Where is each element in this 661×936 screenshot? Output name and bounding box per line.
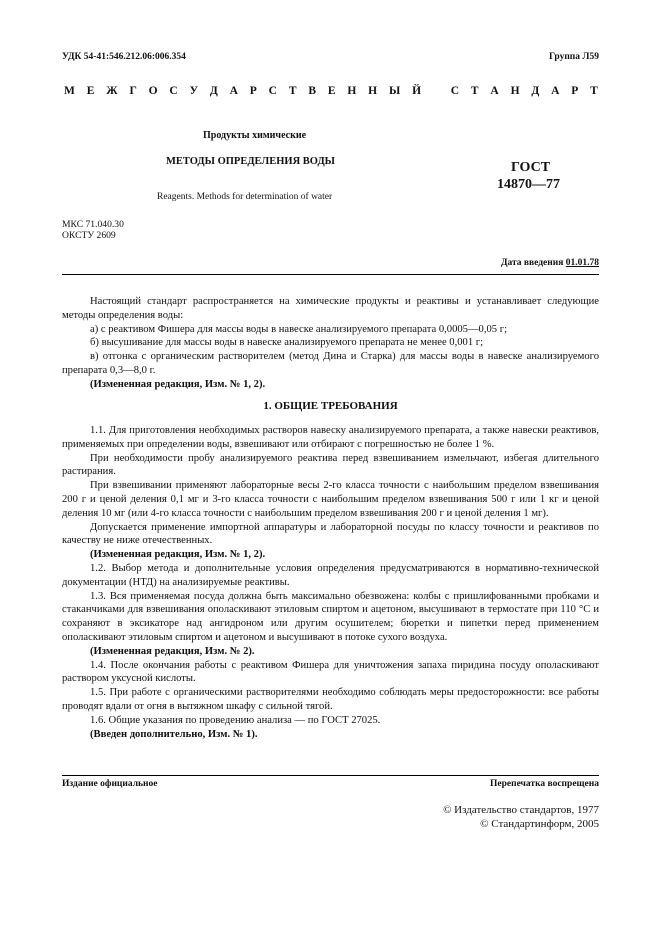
heading-letter: О [148, 85, 158, 97]
clause-1-1-grinding: При необходимости пробу анализируемого реактива перед взвешиванием измельчают, избегая длительного растирания. [62, 452, 599, 478]
intro-block [62, 295, 599, 392]
heading-letter: А [551, 85, 560, 97]
clause-1-6: 1.6. Общие указания по проведению анализа — по ГОСТ 27025. [90, 714, 381, 726]
heading-letter: Н [368, 85, 378, 97]
copyright-publisher: © Издательство стандартов, 1977 [443, 804, 599, 816]
clause-1-1-import: Допускается применение импортной аппаратуры и лабораторной посуды по классу точности и реактивов по качеству не ниже отечественных. [62, 521, 599, 547]
reprint-prohibited: Перепечатка воспрещена [489, 779, 599, 789]
heading-letter [433, 85, 439, 97]
heading-letter: А [490, 85, 499, 97]
heading-letter: Д [209, 85, 218, 97]
clause-1-2: 1.2. Выбор метода и дополнительные условия определения предусматриваются в нормативно-технической документации (НТД) на анализируемые реактивы. [62, 562, 599, 588]
method-c: в) отгонка с органическим растворителем (метод Дина и Старка) для массы воды в навеске анализируемого препарата 0,3—8,0 г. [62, 351, 599, 376]
heading-letter: Е [327, 85, 336, 97]
clause-1-1: 1.1. Для приготовления необходимых растворов навеску анализируемого препарата, а также навески реактивов, применяемых при определении воды, взвешивают или отбирают с погрешностью не более 1 %. [62, 425, 599, 450]
product-subject: Продукты химические [203, 130, 307, 141]
method-b: б) высушивание для массы воды в навеске анализируемого препарата не менее 0,001 г; [90, 337, 484, 349]
heading-letter: Е [86, 85, 95, 97]
gost-label: ГОСТ [511, 160, 551, 175]
copyright-block [443, 803, 599, 831]
edit-note-1: (Измененная редакция, Изм. № 1, 2). [90, 549, 266, 561]
mks-code: МКС 71.040.30 [62, 219, 124, 230]
heading-letter: Р [249, 85, 257, 97]
clause-1-5: 1.5. При работе с органическими растворителями необходимо соблюдать меры предосторожности: все работы проводят вдали от огня в вытяжном шкафу с сильной тягой. [62, 687, 599, 712]
clause-1-4: 1.4. После окончания работы с реактивом Фишера для уничтожения запаха пиридина посуду ополаскивают раствором уксусной кислоты. [62, 659, 599, 685]
intro-date [501, 258, 599, 268]
heading-letter: Н [510, 85, 520, 97]
edit-note-2: (Измененная редакция, Изм. № 2). [90, 645, 255, 657]
section-1-body [62, 424, 599, 741]
method-a: а) с реактивом Фишера для массы воды в навеске анализируемого препарата 0,0005—0,05 г; [90, 323, 508, 335]
section-1-title: 1. ОБЩИЕ ТРЕБОВАНИЯ [263, 400, 398, 412]
official-edition: Издание официальное [62, 779, 158, 789]
edit-note-3: (Введен дополнительно, Изм. № 1). [90, 728, 258, 740]
heading-letter: М [64, 85, 75, 97]
heading-letter: А [229, 85, 238, 97]
heading-letter: С [169, 85, 178, 97]
heading-letter: Р [571, 85, 579, 97]
heading-letter: Ы [388, 85, 401, 97]
heading-letter: Т [590, 85, 598, 97]
intro-date-value: 01.01.78 [565, 258, 599, 268]
intro-edit-note: (Измененная редакция, Изм. № 1, 2). [90, 378, 266, 390]
clause-1-1-scales: При взвешивании применяют лабораторные весы 2-го класса точности с наибольшим пределом взвешивания 200 г и ценой деления 0,1 мг и 3-го класса точности с наибольшим пределом взвешивания 500 г или 1 кг и ценой деления 10 мг (или 4-го класса точности с наибольшим пределом взвешивания 200 г и ценой деления 1 мг). [62, 480, 599, 519]
okstu-code: ОКСТУ 2609 [62, 230, 116, 241]
heading-letter: Д [531, 85, 540, 97]
group-code: Группа Л59 [548, 52, 599, 62]
document-title: МЕТОДЫ ОПРЕДЕЛЕНИЯ ВОДЫ [166, 156, 335, 167]
heading-letter: Й [412, 85, 422, 97]
heading-letter: Г [129, 85, 137, 97]
intro-date-rule [62, 274, 599, 275]
intro-paragraph: Настоящий стандарт распространяется на химические продукты и реактивы и устанавливает следующие методы определения воды: [62, 296, 599, 321]
heading-letter: Н [347, 85, 357, 97]
heading-letter: В [308, 85, 316, 97]
footer-rule [62, 775, 599, 776]
udk-code: УДК 54-41:546.212.06:006.354 [62, 52, 186, 62]
heading-letter: С [450, 85, 460, 97]
interstate-standard-heading [64, 85, 598, 97]
copyright-standartinform: © Стандартинформ, 2005 [480, 818, 599, 830]
gost-number: 14870—77 [497, 177, 560, 192]
clause-1-3: 1.3. Вся применяемая посуда должна быть максимально обезвожена: колбы с пришлифованными пробками и стаканчиками для взвешивания ополаскивают этиловым спиртом и ацетоном, высушивают в термостате при 110 °С и сохраняют в эксикаторе над ангидроном или другим осушителем; бюретки и пипетки перед применением ополаскивают этиловым спиртом и ацетоном и высушивают в потоке сухого воздуха. [62, 590, 599, 643]
heading-letter: У [189, 85, 199, 97]
heading-letter: Т [288, 85, 297, 97]
english-title: Reagents. Methods for determination of water [157, 192, 333, 202]
heading-letter: Т [470, 85, 479, 97]
intro-date-label: Дата введения [500, 258, 564, 268]
heading-letter: С [268, 85, 277, 97]
heading-letter: Ж [106, 85, 118, 97]
